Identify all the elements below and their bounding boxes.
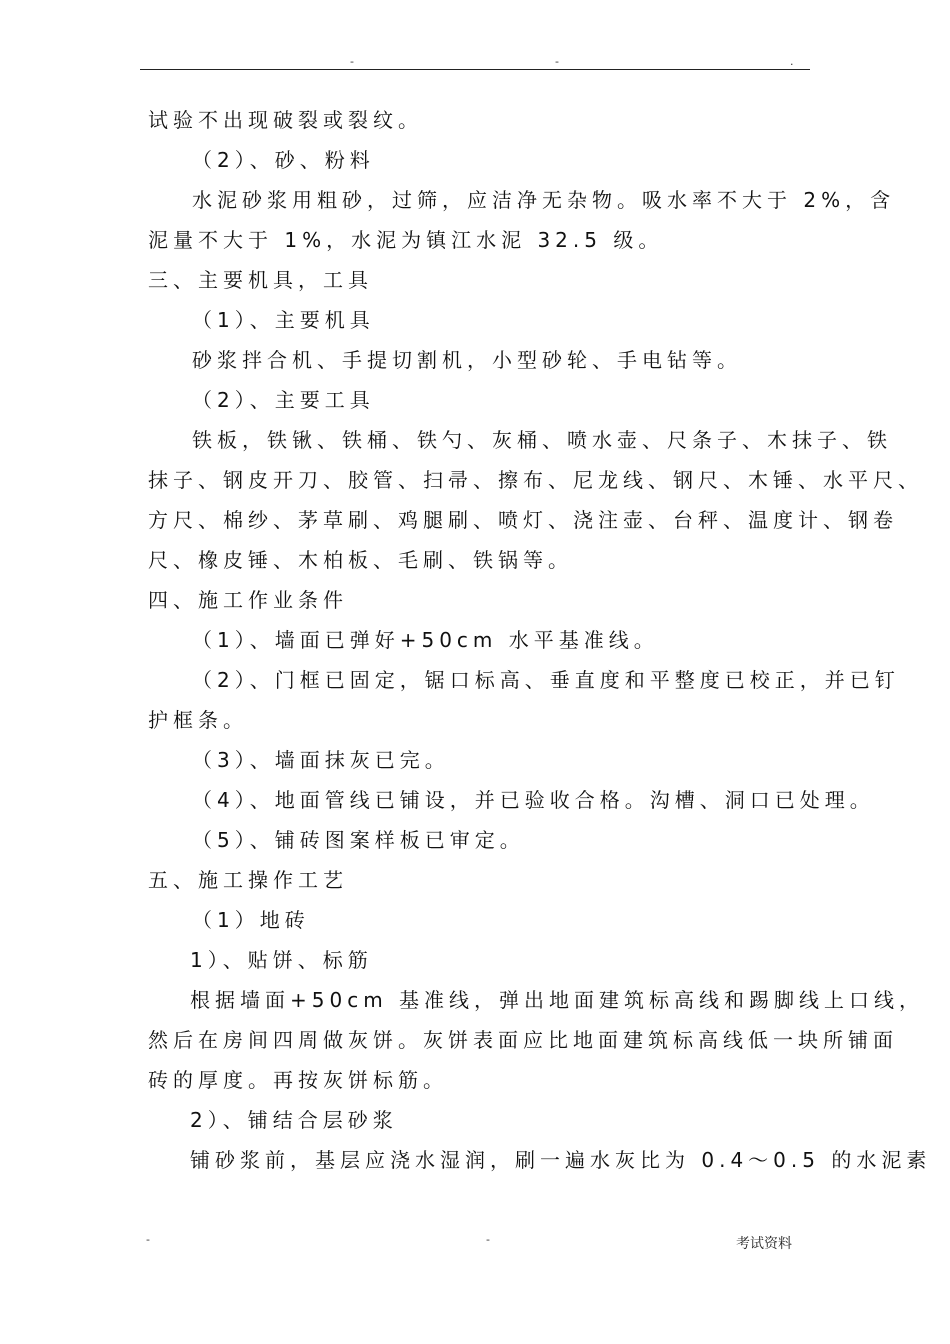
paragraph-line: 泥量不大于 1%，水泥为镇江水泥 32.5 级。 [148,228,664,252]
subsection-heading: 1）、贴饼、标筋 [190,948,373,972]
footer-mark-center: - [486,1233,490,1246]
paragraph-line: 砂浆拌合机、手提切割机，小型砂轮、手电钻等。 [192,348,742,372]
subsection-heading: （2）、砂、粉料 [192,148,375,172]
header-rule [140,69,810,70]
list-item: （4）、地面管线已铺设，并已验收合格。沟槽、洞口已处理。 [192,788,875,812]
footer-mark-left: - [146,1233,150,1246]
header-mark-left: - [350,55,354,68]
section-heading: 四、施工作业条件 [148,588,348,612]
paragraph-line: 护框条。 [148,708,248,732]
footer-label: 考试资料 [736,1236,792,1252]
header-mark-right: . [790,55,794,68]
subsection-heading: 2）、铺结合层砂浆 [190,1108,398,1132]
paragraph-line: 铺砂浆前，基层应浇水湿润，刷一遍水灰比为 0.4～0.5 的水泥素 [190,1148,932,1172]
list-item: （2）、门框已固定，锯口标高、垂直度和平整度已校正，并已钉 [192,668,900,692]
subsection-heading: （2）、主要工具 [192,388,375,412]
header-mark-center: - [555,55,559,68]
subsection-heading: （1）、主要机具 [192,308,375,332]
list-item: （5）、铺砖图案样板已审定。 [192,828,525,852]
paragraph-line: 试验不出现破裂或裂纹。 [148,108,423,132]
list-item: （1）、墙面已弹好+50cm 水平基准线。 [192,628,659,652]
subsection-heading: （1）地砖 [192,908,310,932]
section-heading: 三、主要机具，工具 [148,268,373,292]
paragraph-line: 根据墙面+50cm 基准线，弹出地面建筑标高线和踢脚线上口线， [190,988,925,1012]
paragraph-line: 铁板，铁锹、铁桶、铁勺、灰桶、喷水壶、尺条子、木抹子、铁 [192,428,892,452]
section-heading: 五、施工操作工艺 [148,868,348,892]
paragraph-line: 水泥砂浆用粗砂，过筛，应洁净无杂物。吸水率不大于 2%，含 [192,188,896,212]
paragraph-line: 然后在房间四周做灰饼。灰饼表面应比地面建筑标高线低一块所铺面 [148,1028,898,1052]
paragraph-line: 抹子、钢皮开刀、胶管、扫帚、擦布、尼龙线、钢尺、木锤、水平尺、 [148,468,923,492]
paragraph-line: 尺、橡皮锤、木柏板、毛刷、铁锅等。 [148,548,573,572]
paragraph-line: 砖的厚度。再按灰饼标筋。 [148,1068,448,1092]
paragraph-line: 方尺、棉纱、茅草刷、鸡腿刷、喷灯、浇注壶、台秤、温度计、钢卷 [148,508,898,532]
list-item: （3）、墙面抹灰已完。 [192,748,450,772]
document-body [148,100,932,1180]
